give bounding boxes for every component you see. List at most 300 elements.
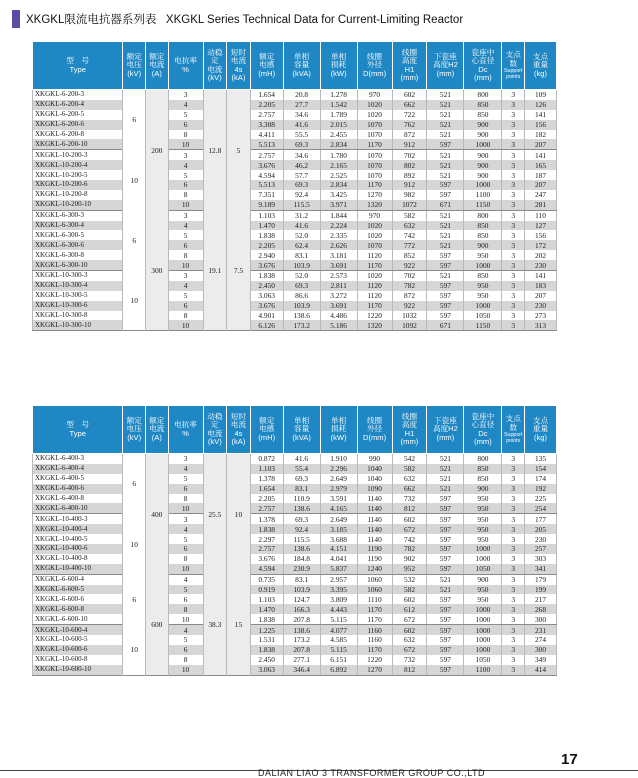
reactance-rate-cell: 4 bbox=[168, 524, 203, 534]
value-cell: 20.8 bbox=[283, 90, 320, 100]
model-cell: XKGKL-10-200-10 bbox=[33, 200, 123, 210]
value-cell: 2.525 bbox=[320, 170, 357, 180]
reactance-rate-cell: 5 bbox=[168, 585, 203, 595]
value-cell: 1070 bbox=[357, 170, 392, 180]
value-cell: 207.8 bbox=[283, 645, 320, 655]
reactance-rate-cell: 3 bbox=[168, 271, 203, 281]
table-row bbox=[33, 614, 557, 624]
value-cell: 138.6 bbox=[283, 311, 320, 321]
value-cell: 34.6 bbox=[283, 110, 320, 120]
reactance-rate-cell: 6 bbox=[168, 544, 203, 554]
table-body bbox=[33, 454, 557, 676]
column-header bbox=[357, 406, 392, 454]
header-line: 动稳 bbox=[207, 411, 223, 421]
value-cell: 602 bbox=[392, 594, 427, 604]
model-cell: XKGKL-10-200-8 bbox=[33, 190, 123, 200]
value-cell: 602 bbox=[392, 625, 427, 635]
value-cell: 900 bbox=[464, 130, 502, 140]
value-cell: 3 bbox=[502, 130, 525, 140]
value-cell: 662 bbox=[392, 100, 427, 110]
value-cell: 1000 bbox=[464, 625, 502, 635]
value-cell: 850 bbox=[464, 221, 502, 231]
value-cell: 217 bbox=[525, 594, 557, 604]
header-line: 外径 bbox=[366, 60, 383, 70]
value-cell: 1.470 bbox=[250, 604, 283, 614]
table-row bbox=[33, 554, 557, 564]
value-cell: 1.838 bbox=[250, 271, 283, 281]
table-row bbox=[33, 260, 557, 270]
value-cell: 2.957 bbox=[320, 574, 357, 584]
current-cell: 400 bbox=[146, 454, 169, 575]
reactance-rate-cell: 6 bbox=[168, 120, 203, 130]
reactance-rate-cell: 6 bbox=[168, 594, 203, 604]
value-cell: 722 bbox=[392, 110, 427, 120]
value-cell: 597 bbox=[427, 139, 464, 149]
value-cell: 850 bbox=[464, 230, 502, 240]
value-cell: 2.626 bbox=[320, 240, 357, 250]
value-cell: 4.041 bbox=[320, 554, 357, 564]
reactance-rate-cell: 5 bbox=[168, 635, 203, 645]
value-cell: 5.115 bbox=[320, 645, 357, 655]
value-cell: 1240 bbox=[357, 564, 392, 574]
column-header bbox=[203, 42, 227, 90]
value-cell: 0.735 bbox=[250, 574, 283, 584]
value-cell: 672 bbox=[392, 614, 427, 624]
header-line: 额定 bbox=[149, 415, 165, 425]
table-row bbox=[33, 250, 557, 260]
value-cell: 950 bbox=[464, 514, 502, 524]
value-cell: 3 bbox=[502, 585, 525, 595]
table-row bbox=[33, 503, 557, 513]
value-cell: 597 bbox=[427, 494, 464, 504]
value-cell: 3.691 bbox=[320, 301, 357, 311]
voltage-cell: 10 bbox=[123, 150, 146, 210]
table-row bbox=[33, 301, 557, 311]
column-header bbox=[146, 406, 169, 454]
value-cell: 1000 bbox=[464, 301, 502, 311]
voltage-cell: 10 bbox=[123, 625, 146, 675]
value-cell: 3.063 bbox=[250, 665, 283, 675]
model-cell: XKGKL-10-200-6 bbox=[33, 180, 123, 190]
table-row bbox=[33, 464, 557, 474]
value-cell: 597 bbox=[427, 625, 464, 635]
value-cell: 2.979 bbox=[320, 484, 357, 494]
value-cell: 2.811 bbox=[320, 281, 357, 291]
header-line: (mm) bbox=[474, 73, 492, 82]
value-cell: 300 bbox=[525, 614, 557, 624]
value-cell: 521 bbox=[427, 100, 464, 110]
value-cell: 3 bbox=[502, 190, 525, 200]
value-cell: 1170 bbox=[357, 604, 392, 614]
value-cell: 138.6 bbox=[283, 544, 320, 554]
column-header bbox=[283, 42, 320, 90]
table-row bbox=[33, 514, 557, 524]
model-cell: XKGKL-6-200-4 bbox=[33, 100, 123, 110]
column-header bbox=[123, 406, 146, 454]
value-cell: 950 bbox=[464, 494, 502, 504]
value-cell: 1.378 bbox=[250, 514, 283, 524]
column-header bbox=[464, 406, 502, 454]
value-cell: 1.838 bbox=[250, 524, 283, 534]
header-line: 电流 bbox=[207, 64, 223, 74]
value-cell: 662 bbox=[392, 484, 427, 494]
value-cell: 41.6 bbox=[283, 120, 320, 130]
value-cell: 950 bbox=[464, 281, 502, 291]
value-cell: 2.335 bbox=[320, 230, 357, 240]
value-cell: 1020 bbox=[357, 110, 392, 120]
value-cell: 2.205 bbox=[250, 240, 283, 250]
short-current-cell: 10 bbox=[227, 454, 251, 575]
model-cell: XKGKL-10-400-3 bbox=[33, 514, 123, 524]
value-cell: 3 bbox=[502, 534, 525, 544]
value-cell: 2.205 bbox=[250, 100, 283, 110]
value-cell: 521 bbox=[427, 90, 464, 100]
value-cell: 1070 bbox=[357, 120, 392, 130]
header-line: (kVA) bbox=[292, 432, 311, 442]
header-line: 高度H2 bbox=[432, 60, 458, 70]
value-cell: 303 bbox=[525, 554, 557, 564]
value-cell: 597 bbox=[427, 514, 464, 524]
value-cell: 800 bbox=[464, 210, 502, 220]
value-cell: 3.809 bbox=[320, 594, 357, 604]
value-cell: 1.789 bbox=[320, 110, 357, 120]
value-cell: 1120 bbox=[357, 250, 392, 260]
value-cell: 27.7 bbox=[283, 100, 320, 110]
value-cell: 3 bbox=[502, 240, 525, 250]
value-cell: 872 bbox=[392, 130, 427, 140]
reactance-rate-cell: 10 bbox=[168, 320, 203, 330]
value-cell: 1100 bbox=[464, 190, 502, 200]
model-cell: XKGKL-6-600-4 bbox=[33, 574, 123, 584]
reactance-rate-cell: 10 bbox=[168, 564, 203, 574]
value-cell: 69.3 bbox=[283, 474, 320, 484]
value-cell: 55.4 bbox=[283, 464, 320, 474]
header-line: Support points bbox=[503, 68, 523, 80]
value-cell: 1060 bbox=[357, 585, 392, 595]
value-cell: 1170 bbox=[357, 645, 392, 655]
value-cell: 3 bbox=[502, 150, 525, 160]
value-cell: 521 bbox=[427, 130, 464, 140]
value-cell: 542 bbox=[392, 454, 427, 464]
value-cell: 597 bbox=[427, 604, 464, 614]
value-cell: 1070 bbox=[357, 150, 392, 160]
value-cell: 3 bbox=[502, 524, 525, 534]
value-cell: 872 bbox=[392, 291, 427, 301]
value-cell: 782 bbox=[392, 281, 427, 291]
table-body bbox=[33, 90, 557, 331]
value-cell: 3 bbox=[502, 474, 525, 484]
value-cell: 1170 bbox=[357, 301, 392, 311]
table-row bbox=[33, 604, 557, 614]
value-cell: 850 bbox=[464, 110, 502, 120]
value-cell: 3 bbox=[502, 454, 525, 464]
value-cell: 1072 bbox=[392, 200, 427, 210]
current-cell: 300 bbox=[146, 210, 169, 331]
header-line: (kV) bbox=[207, 73, 222, 82]
value-cell: 2.757 bbox=[250, 503, 283, 513]
value-cell: 671 bbox=[427, 200, 464, 210]
column-header bbox=[502, 42, 525, 90]
value-cell: 230.9 bbox=[283, 564, 320, 574]
reactance-rate-cell: 6 bbox=[168, 180, 203, 190]
model-cell: XKGKL-10-400-10 bbox=[33, 564, 123, 574]
column-header bbox=[33, 42, 123, 90]
header-line: 额定 bbox=[126, 415, 142, 425]
value-cell: 173.2 bbox=[283, 635, 320, 645]
header-line: (A) bbox=[151, 432, 162, 442]
reactance-rate-cell: 10 bbox=[168, 260, 203, 270]
header-line: 支点 bbox=[505, 50, 521, 59]
value-cell: 850 bbox=[464, 474, 502, 484]
value-cell: 4.585 bbox=[320, 635, 357, 645]
header-line: 高度 bbox=[401, 56, 418, 65]
short-current-cell: 15 bbox=[227, 574, 251, 675]
reactance-rate-cell: 5 bbox=[168, 230, 203, 240]
value-cell: 3 bbox=[502, 250, 525, 260]
value-cell: 597 bbox=[427, 564, 464, 574]
value-cell: 126 bbox=[525, 100, 557, 110]
voltage-cell: 6 bbox=[123, 454, 146, 514]
value-cell: 982 bbox=[392, 190, 427, 200]
header-line: 动稳 bbox=[207, 47, 223, 57]
value-cell: 109 bbox=[525, 90, 557, 100]
header-line: 线圈 bbox=[401, 47, 418, 57]
value-cell: 110.9 bbox=[283, 494, 320, 504]
header-line: 损耗 bbox=[331, 424, 347, 434]
table-row bbox=[33, 100, 557, 110]
table-row bbox=[33, 655, 557, 665]
dynamic-current-cell: 38.3 bbox=[203, 574, 227, 675]
value-cell: 742 bbox=[392, 230, 427, 240]
reactance-rate-cell: 4 bbox=[168, 160, 203, 170]
value-cell: 597 bbox=[427, 665, 464, 675]
value-cell: 950 bbox=[464, 291, 502, 301]
value-cell: 1000 bbox=[464, 260, 502, 270]
reactance-rate-cell: 8 bbox=[168, 494, 203, 504]
short-current-cell: 5 bbox=[227, 90, 251, 211]
value-cell: 7.351 bbox=[250, 190, 283, 200]
value-cell: 1092 bbox=[392, 320, 427, 330]
value-cell: 1032 bbox=[392, 311, 427, 321]
value-cell: 602 bbox=[392, 90, 427, 100]
value-cell: 138.6 bbox=[283, 503, 320, 513]
model-cell: XKGKL-10-600-5 bbox=[33, 635, 123, 645]
header-line: 支点 bbox=[532, 415, 549, 425]
column-header bbox=[320, 406, 357, 454]
value-cell: 521 bbox=[427, 160, 464, 170]
value-cell: 1.103 bbox=[250, 594, 283, 604]
value-cell: 3 bbox=[502, 139, 525, 149]
value-cell: 1.844 bbox=[320, 210, 357, 220]
value-cell: 0.872 bbox=[250, 454, 283, 464]
header-line: H1 bbox=[404, 428, 415, 438]
value-cell: 3.063 bbox=[250, 291, 283, 301]
table-row bbox=[33, 130, 557, 140]
value-cell: 597 bbox=[427, 594, 464, 604]
header-line: (mm) bbox=[436, 68, 455, 78]
model-cell: XKGKL-10-300-6 bbox=[33, 301, 123, 311]
value-cell: 165 bbox=[525, 160, 557, 170]
model-cell: XKGKL-10-300-10 bbox=[33, 320, 123, 330]
header-line: 电抗率 bbox=[174, 56, 197, 65]
header-line: 电感 bbox=[259, 60, 275, 70]
value-cell: 3 bbox=[502, 645, 525, 655]
model-cell: XKGKL-6-400-4 bbox=[33, 464, 123, 474]
value-cell: 231 bbox=[525, 625, 557, 635]
header-line: 定 bbox=[211, 56, 219, 65]
header-line: 支点 bbox=[505, 414, 521, 423]
header-line: H1 bbox=[404, 64, 415, 74]
column-header bbox=[146, 42, 169, 90]
value-cell: 1000 bbox=[464, 604, 502, 614]
header-line: Support points bbox=[503, 432, 523, 444]
page-title: XKGKL限流电抗器系列表 XKGKL Series Technical Data for Current-Limiting Reactor bbox=[26, 14, 464, 26]
header-line: (kg) bbox=[533, 68, 548, 78]
model-cell: XKGKL-6-600-10 bbox=[33, 614, 123, 624]
value-cell: 672 bbox=[392, 524, 427, 534]
value-cell: 3.676 bbox=[250, 260, 283, 270]
model-cell: XKGKL-6-300-4 bbox=[33, 221, 123, 231]
header-line: (mm) bbox=[400, 73, 419, 82]
value-cell: 597 bbox=[427, 291, 464, 301]
table-row bbox=[33, 524, 557, 534]
column-header bbox=[33, 406, 123, 454]
value-cell: 1020 bbox=[357, 221, 392, 231]
value-cell: 5.186 bbox=[320, 320, 357, 330]
table-row bbox=[33, 271, 557, 281]
value-cell: 597 bbox=[427, 655, 464, 665]
header-line: 数 bbox=[509, 422, 518, 432]
value-cell: 800 bbox=[464, 454, 502, 464]
reactance-rate-cell: 4 bbox=[168, 281, 203, 291]
value-cell: 177 bbox=[525, 514, 557, 524]
model-cell: XKGKL-6-600-5 bbox=[33, 585, 123, 595]
column-header bbox=[168, 42, 203, 90]
current-cell: 200 bbox=[146, 90, 169, 211]
value-cell: 532 bbox=[392, 574, 427, 584]
value-cell: 597 bbox=[427, 544, 464, 554]
value-cell: 3 bbox=[502, 221, 525, 231]
header-line: 支点 bbox=[532, 51, 549, 61]
reactance-rate-cell: 8 bbox=[168, 655, 203, 665]
header-line: (kVA) bbox=[292, 68, 311, 78]
value-cell: 31.2 bbox=[283, 210, 320, 220]
value-cell: 1000 bbox=[464, 544, 502, 554]
value-cell: 46.2 bbox=[283, 160, 320, 170]
value-cell: 3 bbox=[502, 594, 525, 604]
value-cell: 103.9 bbox=[283, 260, 320, 270]
reactance-rate-cell: 4 bbox=[168, 221, 203, 231]
reactance-rate-cell: 8 bbox=[168, 311, 203, 321]
value-cell: 970 bbox=[357, 210, 392, 220]
value-cell: 41.6 bbox=[283, 454, 320, 464]
table-row bbox=[33, 585, 557, 595]
value-cell: 1150 bbox=[464, 320, 502, 330]
value-cell: 2.757 bbox=[250, 544, 283, 554]
value-cell: 1020 bbox=[357, 271, 392, 281]
value-cell: 124.7 bbox=[283, 594, 320, 604]
value-cell: 3 bbox=[502, 271, 525, 281]
value-cell: 597 bbox=[427, 614, 464, 624]
table-row bbox=[33, 534, 557, 544]
value-cell: 582 bbox=[392, 210, 427, 220]
value-cell: 3.185 bbox=[320, 524, 357, 534]
value-cell: 912 bbox=[392, 139, 427, 149]
value-cell: 2.165 bbox=[320, 160, 357, 170]
value-cell: 57.7 bbox=[283, 170, 320, 180]
value-cell: 3 bbox=[502, 260, 525, 270]
value-cell: 41.6 bbox=[283, 221, 320, 231]
value-cell: 69.3 bbox=[283, 139, 320, 149]
model-cell: XKGKL-10-600-6 bbox=[33, 645, 123, 655]
value-cell: 135 bbox=[525, 454, 557, 464]
value-cell: 5.513 bbox=[250, 180, 283, 190]
header-line: 高度H2 bbox=[432, 424, 458, 434]
value-cell: 950 bbox=[464, 534, 502, 544]
value-cell: 3 bbox=[502, 503, 525, 513]
value-cell: 2.649 bbox=[320, 474, 357, 484]
value-cell: 521 bbox=[427, 484, 464, 494]
value-cell: 521 bbox=[427, 454, 464, 464]
header-line: 型 号 bbox=[66, 56, 90, 65]
value-cell: 83.1 bbox=[283, 250, 320, 260]
value-cell: 230 bbox=[525, 534, 557, 544]
value-cell: 597 bbox=[427, 554, 464, 564]
value-cell: 1140 bbox=[357, 494, 392, 504]
table-row bbox=[33, 150, 557, 160]
value-cell: 3 bbox=[502, 544, 525, 554]
value-cell: 274 bbox=[525, 635, 557, 645]
table-row bbox=[33, 311, 557, 321]
value-cell: 173.2 bbox=[283, 320, 320, 330]
model-cell: XKGKL-6-200-3 bbox=[33, 90, 123, 100]
value-cell: 83.1 bbox=[283, 484, 320, 494]
header-line: Type bbox=[69, 64, 86, 74]
table-row bbox=[33, 594, 557, 604]
column-header bbox=[392, 42, 427, 90]
value-cell: 1020 bbox=[357, 100, 392, 110]
header-line: 容量 bbox=[294, 424, 310, 434]
value-cell: 6.151 bbox=[320, 655, 357, 665]
reactance-rate-cell: 3 bbox=[168, 454, 203, 464]
header-line: 4s bbox=[234, 428, 243, 438]
value-cell: 141 bbox=[525, 271, 557, 281]
table-row bbox=[33, 291, 557, 301]
value-cell: 3 bbox=[502, 655, 525, 665]
header-line: 单相 bbox=[331, 51, 347, 61]
value-cell: 192 bbox=[525, 484, 557, 494]
model-cell: XKGKL-10-400-4 bbox=[33, 524, 123, 534]
value-cell: 183 bbox=[525, 281, 557, 291]
value-cell: 970 bbox=[357, 90, 392, 100]
header-line: D(mm) bbox=[362, 432, 387, 442]
header-line: 4s bbox=[234, 64, 243, 74]
model-cell: XKGKL-10-400-8 bbox=[33, 554, 123, 564]
value-cell: 2.940 bbox=[250, 250, 283, 260]
value-cell: 597 bbox=[427, 503, 464, 513]
header-line: % bbox=[182, 428, 189, 438]
value-cell: 414 bbox=[525, 665, 557, 675]
value-cell: 950 bbox=[464, 594, 502, 604]
value-cell: 3.676 bbox=[250, 554, 283, 564]
value-cell: 1270 bbox=[357, 665, 392, 675]
value-cell: 1.838 bbox=[250, 230, 283, 240]
value-cell: 3 bbox=[502, 311, 525, 321]
voltage-cell: 6 bbox=[123, 574, 146, 624]
value-cell: 3.676 bbox=[250, 301, 283, 311]
value-cell: 62.4 bbox=[283, 240, 320, 250]
voltage-cell: 10 bbox=[123, 514, 146, 574]
